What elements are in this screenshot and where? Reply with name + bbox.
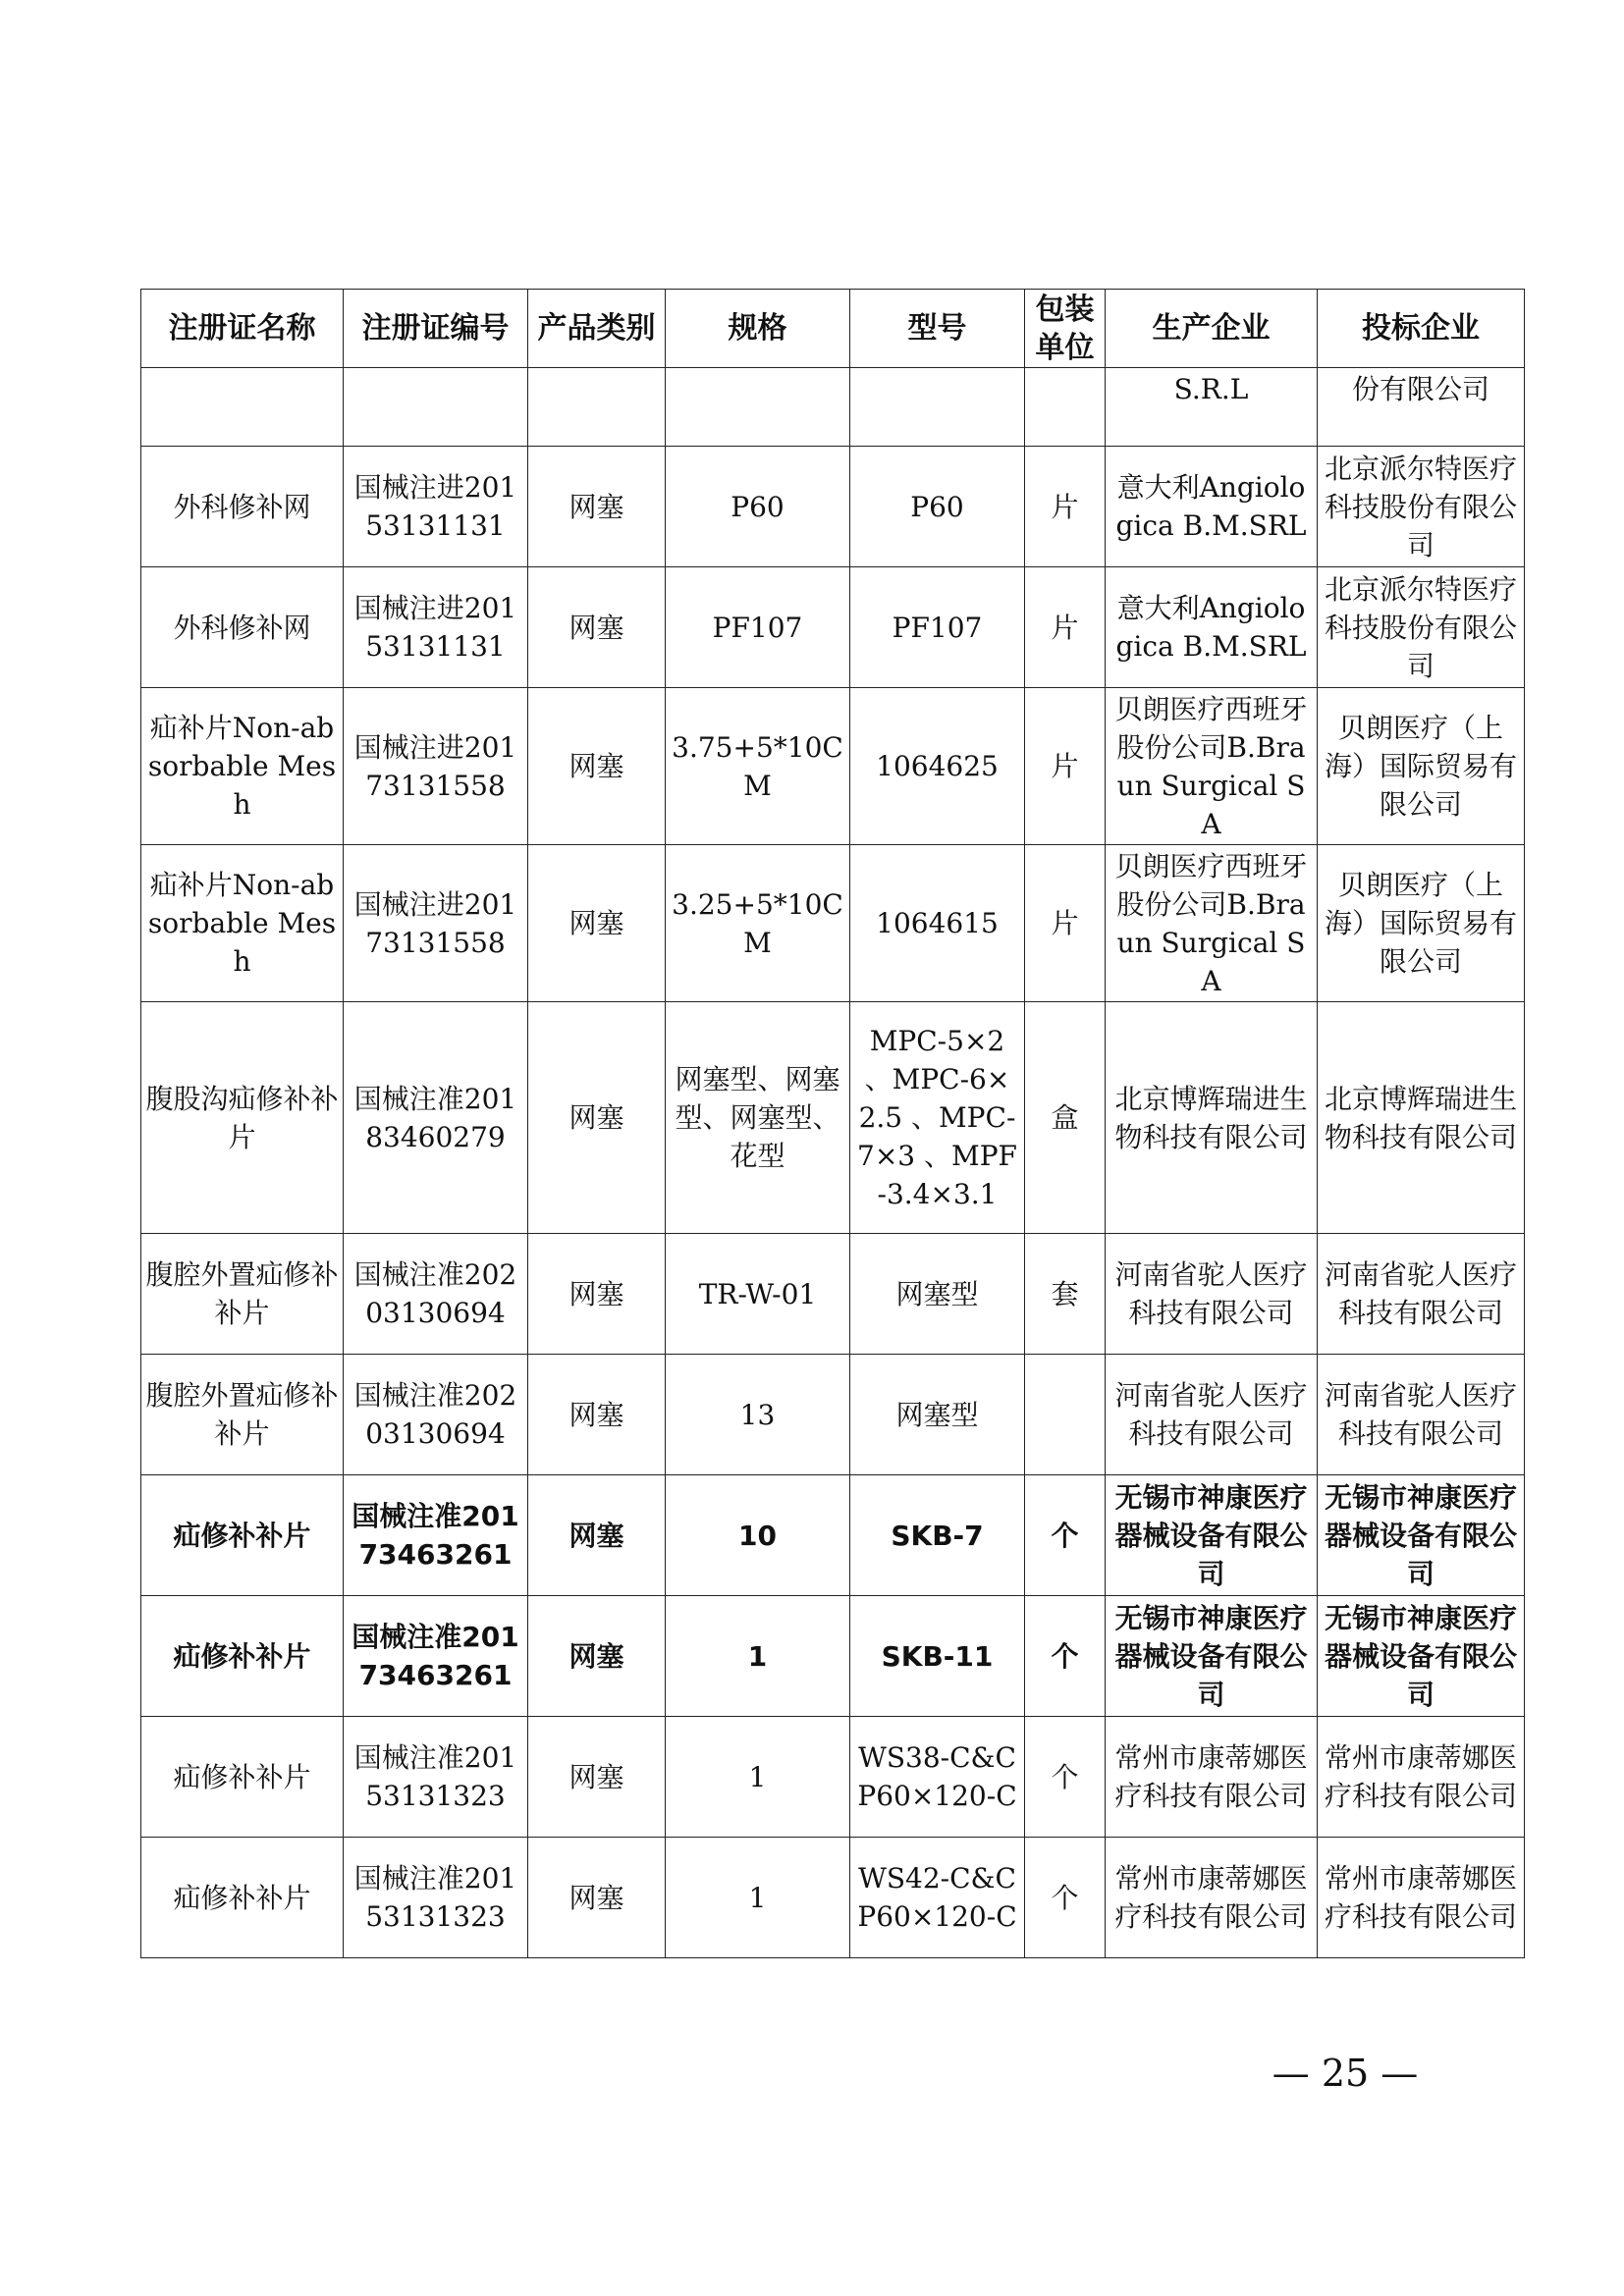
cell-cert-number: 国械注准20203130694 [344, 1355, 528, 1475]
cell-bidder: 无锡市神康医疗器械设备有限公司 [1318, 1596, 1525, 1717]
cell-category: 网塞 [528, 1717, 666, 1838]
table-row [141, 845, 1525, 1002]
cell-unit: 个 [1025, 1838, 1106, 1958]
cell-spec: 13 [666, 1355, 850, 1475]
cell-manufacturer: S.R.L [1106, 368, 1318, 447]
cell-bidder: 河南省驼人医疗科技有限公司 [1318, 1355, 1525, 1475]
cell-unit: 个 [1025, 1475, 1106, 1596]
cell-spec: 1 [666, 1596, 850, 1717]
page-number: — 25 — [1272, 2052, 1419, 2095]
table-row [141, 1596, 1525, 1717]
cell-manufacturer: 河南省驼人医疗科技有限公司 [1106, 1234, 1318, 1355]
cell-category: 网塞 [528, 845, 666, 1002]
cell-model: P60 [850, 447, 1025, 567]
table-row [141, 567, 1525, 688]
cell-cert-name: 疝修补补片 [141, 1596, 344, 1717]
cell-unit: 片 [1025, 447, 1106, 567]
cell-manufacturer: 北京博辉瑞进生物科技有限公司 [1106, 1002, 1318, 1234]
cell-category: 网塞 [528, 1002, 666, 1234]
cell-spec: PF107 [666, 567, 850, 688]
cell-bidder: 无锡市神康医疗器械设备有限公司 [1318, 1475, 1525, 1596]
cell-unit [1025, 1355, 1106, 1475]
table-row [141, 1717, 1525, 1838]
cell-spec: 3.75+5*10CM [666, 688, 850, 845]
cell-cert-number: 国械注进20173131558 [344, 688, 528, 845]
cell-cert-name: 疝修补补片 [141, 1475, 344, 1596]
cell-cert-number: 国械注准20173463261 [344, 1596, 528, 1717]
cell-unit: 片 [1025, 688, 1106, 845]
cell-cert-number: 国械注准20203130694 [344, 1234, 528, 1355]
cell-category: 网塞 [528, 688, 666, 845]
cell-category: 网塞 [528, 567, 666, 688]
cell-model: 1064625 [850, 688, 1025, 845]
cell-cert-number: 国械注进20173131558 [344, 845, 528, 1002]
cell-cert-number: 国械注准20153131323 [344, 1717, 528, 1838]
cell-bidder: 贝朗医疗（上海）国际贸易有限公司 [1318, 688, 1525, 845]
cell-model: WS38-C&CP60×120-C [850, 1717, 1025, 1838]
header-bidder: 投标企业 [1318, 290, 1525, 368]
cell-model [850, 368, 1025, 447]
cell-spec: 3.25+5*10CM [666, 845, 850, 1002]
cell-cert-number: 国械注准20153131323 [344, 1838, 528, 1958]
cell-model: MPC-5×2 、MPC-6×2.5 、MPC-7×3 、MPF-3.4×3.1 [850, 1002, 1025, 1234]
cell-spec: 10 [666, 1475, 850, 1596]
cell-unit: 片 [1025, 845, 1106, 1002]
table-row [141, 447, 1525, 567]
table-row [141, 368, 1525, 447]
table-row [141, 1475, 1525, 1596]
table-row [141, 688, 1525, 845]
header-model: 型号 [850, 290, 1025, 368]
cell-cert-name: 腹股沟疝修补补片 [141, 1002, 344, 1234]
cell-manufacturer: 常州市康蒂娜医疗科技有限公司 [1106, 1838, 1318, 1958]
header-package-unit: 包装单位 [1025, 290, 1106, 368]
cell-spec [666, 368, 850, 447]
header-category: 产品类别 [528, 290, 666, 368]
cell-model: 网塞型 [850, 1355, 1025, 1475]
cell-cert-number: 国械注准20183460279 [344, 1002, 528, 1234]
cell-model: SKB-11 [850, 1596, 1025, 1717]
cell-unit: 个 [1025, 1596, 1106, 1717]
cell-unit: 盒 [1025, 1002, 1106, 1234]
cell-cert-name: 外科修补网 [141, 447, 344, 567]
cell-cert-name: 疝补片Non-absorbable Mesh [141, 845, 344, 1002]
cell-model: 1064615 [850, 845, 1025, 1002]
header-manufacturer: 生产企业 [1106, 290, 1318, 368]
cell-category: 网塞 [528, 1355, 666, 1475]
table-row [141, 1355, 1525, 1475]
cell-manufacturer: 常州市康蒂娜医疗科技有限公司 [1106, 1717, 1318, 1838]
cell-cert-name: 外科修补网 [141, 567, 344, 688]
cell-category: 网塞 [528, 1596, 666, 1717]
cell-unit [1025, 368, 1106, 447]
cell-manufacturer: 意大利Angiologica B.M.SRL [1106, 447, 1318, 567]
cell-cert-name: 腹腔外置疝修补补片 [141, 1234, 344, 1355]
cell-cert-number: 国械注准20173463261 [344, 1475, 528, 1596]
cell-category: 网塞 [528, 1475, 666, 1596]
cell-model: WS42-C&CP60×120-C [850, 1838, 1025, 1958]
table-row [141, 1002, 1525, 1234]
cell-category: 网塞 [528, 1838, 666, 1958]
header-spec: 规格 [666, 290, 850, 368]
table-row [141, 1838, 1525, 1958]
cell-cert-name: 疝修补补片 [141, 1838, 344, 1958]
cell-cert-number: 国械注进20153131131 [344, 567, 528, 688]
cell-bidder: 常州市康蒂娜医疗科技有限公司 [1318, 1717, 1525, 1838]
cell-bidder: 贝朗医疗（上海）国际贸易有限公司 [1318, 845, 1525, 1002]
cell-manufacturer: 无锡市神康医疗器械设备有限公司 [1106, 1475, 1318, 1596]
cell-cert-name: 疝修补补片 [141, 1717, 344, 1838]
cell-model: 网塞型 [850, 1234, 1025, 1355]
cell-manufacturer: 贝朗医疗西班牙股份公司B.Braun Surgical SA [1106, 845, 1318, 1002]
cell-spec: 网塞型、网塞型、网塞型、花型 [666, 1002, 850, 1234]
cell-unit: 个 [1025, 1717, 1106, 1838]
cell-bidder: 河南省驼人医疗科技有限公司 [1318, 1234, 1525, 1355]
cell-cert-number [344, 368, 528, 447]
cell-model: SKB-7 [850, 1475, 1025, 1596]
cell-cert-name: 疝补片Non-absorbable Mesh [141, 688, 344, 845]
cell-bidder: 份有限公司 [1318, 368, 1525, 447]
cell-category: 网塞 [528, 1234, 666, 1355]
cell-bidder: 北京派尔特医疗科技股份有限公司 [1318, 567, 1525, 688]
cell-manufacturer: 贝朗医疗西班牙股份公司B.Braun Surgical SA [1106, 688, 1318, 845]
cell-spec: P60 [666, 447, 850, 567]
cell-spec: TR-W-01 [666, 1234, 850, 1355]
cell-category: 网塞 [528, 447, 666, 567]
cell-manufacturer: 河南省驼人医疗科技有限公司 [1106, 1355, 1318, 1475]
cell-category [528, 368, 666, 447]
cell-model: PF107 [850, 567, 1025, 688]
cell-bidder: 北京派尔特医疗科技股份有限公司 [1318, 447, 1525, 567]
cell-spec: 1 [666, 1838, 850, 1958]
table-header-row [141, 290, 1525, 368]
cell-bidder: 常州市康蒂娜医疗科技有限公司 [1318, 1838, 1525, 1958]
table-row [141, 1234, 1525, 1355]
cell-cert-number: 国械注进20153131131 [344, 447, 528, 567]
header-cert-name: 注册证名称 [141, 290, 344, 368]
cell-manufacturer: 意大利Angiologica B.M.SRL [1106, 567, 1318, 688]
cell-cert-name: 腹腔外置疝修补补片 [141, 1355, 344, 1475]
registration-table [140, 289, 1525, 1958]
cell-unit: 套 [1025, 1234, 1106, 1355]
cell-cert-name [141, 368, 344, 447]
cell-spec: 1 [666, 1717, 850, 1838]
cell-unit: 片 [1025, 567, 1106, 688]
cell-bidder: 北京博辉瑞进生物科技有限公司 [1318, 1002, 1525, 1234]
cell-manufacturer: 无锡市神康医疗器械设备有限公司 [1106, 1596, 1318, 1717]
header-cert-number: 注册证编号 [344, 290, 528, 368]
